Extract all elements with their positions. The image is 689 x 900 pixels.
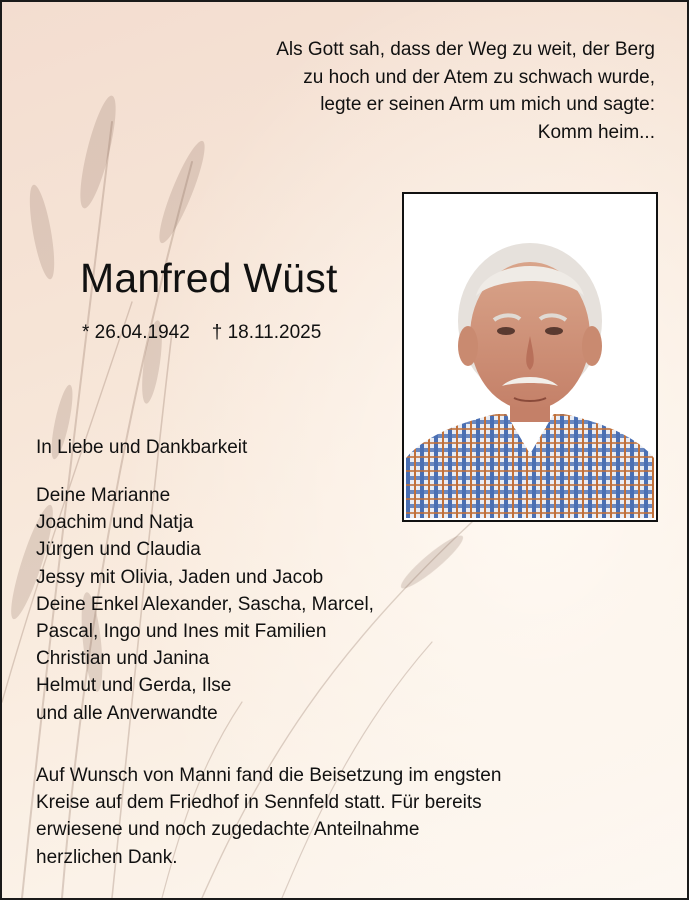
poem-line: zu hoch und der Atem zu schwach wurde, bbox=[303, 66, 655, 88]
list-item: Jessy mit Olivia, Jaden und Jacob bbox=[36, 566, 324, 588]
poem-line: Als Gott sah, dass der Weg zu weit, der Berg bbox=[276, 39, 655, 60]
closing-line: Kreise auf dem Friedhof in Sennfeld statt. Für bereits bbox=[36, 792, 482, 814]
list-item: Joachim und Natja bbox=[36, 512, 194, 534]
list-item: Helmut und Gerda, Ilse bbox=[36, 675, 232, 697]
poem-line: Komm heim... bbox=[537, 121, 655, 143]
list-item: Jürgen und Claudia bbox=[36, 539, 201, 561]
poem-line: legte er seinen Arm um mich und sagte: bbox=[320, 94, 655, 115]
list-item: Deine Marianne bbox=[36, 485, 171, 506]
portrait-photo-frame bbox=[402, 192, 658, 522]
mourners-intro: In Liebe und Dankbarkeit bbox=[36, 437, 248, 458]
list-item: und alle Anverwandte bbox=[36, 702, 218, 724]
mourners-list bbox=[36, 482, 374, 727]
birth-date: * 26.04.1942 bbox=[82, 322, 190, 343]
list-item: Deine Enkel Alexander, Sascha, Marcel, bbox=[36, 593, 374, 615]
closing-text bbox=[36, 762, 501, 871]
closing-line: Auf Wunsch von Manni fand die Beisetzung im engsten bbox=[36, 765, 502, 786]
closing-line: erwiesene und noch zugedachte Anteilnahme bbox=[36, 819, 420, 841]
list-item: Christian und Janina bbox=[36, 648, 210, 670]
portrait-photo bbox=[406, 196, 654, 518]
deceased-name: Manfred Wüst bbox=[80, 255, 338, 301]
poem-verse bbox=[276, 36, 655, 146]
list-item: Pascal, Ingo und Ines mit Familien bbox=[36, 621, 327, 643]
closing-line: herzlichen Dank. bbox=[36, 846, 178, 868]
life-dates bbox=[82, 322, 321, 344]
death-date: † 18.11.2025 bbox=[211, 322, 322, 343]
